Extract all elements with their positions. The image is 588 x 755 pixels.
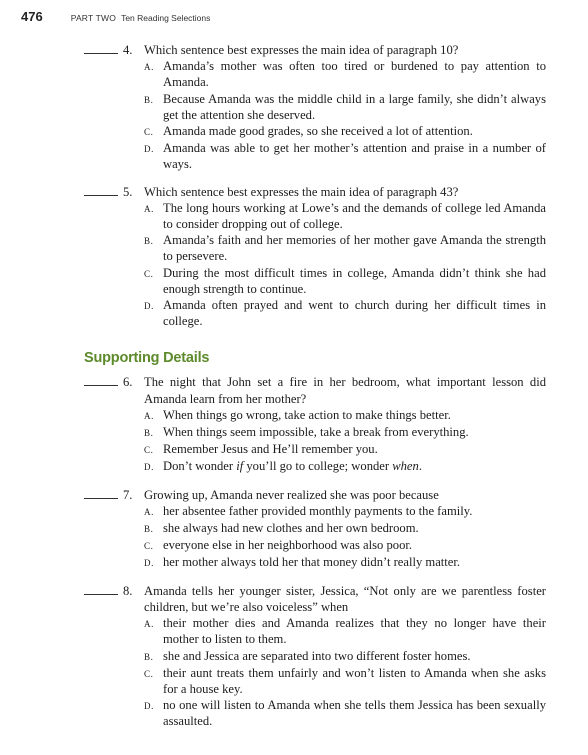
option-c [144,441,546,458]
option-c [144,665,546,697]
page-content [0,40,588,730]
question-text: The night that John set a fire in her bedroom, what important lesson did Amanda learn from her mother? [144,375,546,406]
question-number: 6. [123,375,133,390]
question-5 [0,184,588,330]
answer-blank[interactable] [84,195,118,196]
option-letter: A. [144,619,154,630]
option-letter: A. [144,410,154,421]
option-letter: D. [144,462,154,473]
option-letter: B. [144,428,154,439]
option-text: her mother always told her that money didn’t really matter. [163,555,461,570]
question-number: 7. [123,487,133,502]
option-list [144,503,546,572]
option-text: her absentee father provided monthly payments to the family. [163,503,473,518]
option-d [144,140,546,172]
option-text: Amanda made good grades, so she received a lot of attention. [163,124,473,139]
question-6 [0,374,588,475]
option-text: Because Amanda was the middle child in a large family, she didn’t always get the attention she deserved. [163,91,546,122]
option-text: When things go wrong, take action to make things better. [163,407,451,422]
option-list [144,615,546,729]
option-letter: A. [144,62,154,73]
option-b [144,91,546,123]
option-a [144,58,546,90]
option-list [144,58,546,172]
option-text: their mother dies and Amanda realizes that they no longer have their mother to listen to them. [163,616,546,647]
question-number: 5. [123,184,133,199]
option-text: she always had new clothes and her own bedroom. [163,521,419,536]
option-text: During the most difficult times in college, Amanda didn’t think she had enough strength to continue. [163,265,546,296]
question-stem [123,374,546,406]
part-label: PART TWO [70,13,117,23]
option-letter: A. [144,506,154,517]
question-number: 4. [123,43,133,57]
question-stem [123,487,546,503]
option-d [144,458,546,475]
option-text: When things seem impossible, take a break from everything. [163,425,469,440]
option-text: Amanda’s faith and her memories of her mother gave Amanda the strength to persevere. [163,233,546,264]
running-head [21,9,210,29]
option-a [144,503,546,520]
option-d [144,697,546,729]
option-a [144,615,546,647]
option-letter: C. [144,127,154,138]
option-c [144,123,546,140]
option-list [144,407,546,476]
answer-blank[interactable] [84,53,118,54]
option-letter: C. [144,668,154,679]
option-text: no one will listen to Amanda when she tells them Jessica has been sexually assaulted. [163,698,546,729]
option-d [144,297,546,329]
question-4 [0,42,588,173]
option-letter: B. [144,236,154,247]
answer-blank[interactable] [84,385,118,386]
option-a [144,407,546,424]
option-text-part: . [418,459,422,474]
option-letter: D. [144,301,154,312]
question-text: Which sentence best expresses the main idea of paragraph 10? [144,43,459,57]
option-text: The long hours working at Lowe’s and the demands of college led Amanda to consider dropping out of college. [163,200,546,232]
page-number: 476 [21,9,43,24]
option-text: Amanda often prayed and went to church during her difficult times in college. [163,298,546,329]
option-text: she and Jessica are separated into two different foster homes. [163,648,471,663]
question-stem [123,583,546,615]
question-text: Amanda tells her younger sister, Jessica, “Not only are we parentless foster children, but we’re also voiceless” when [144,583,546,614]
answer-blank[interactable] [84,594,118,595]
option-text: everyone else in her neighborhood was also poor. [163,538,413,553]
option-c [144,265,546,297]
option-b [144,232,546,264]
option-letter: D. [144,701,154,712]
option-a [144,200,546,232]
option-text: their aunt treats them unfairly and won’t listen to Amanda when she asks for a house key. [163,665,546,696]
option-list [144,200,546,330]
option-text: Remember Jesus and He’ll remember you. [163,442,378,457]
option-letter: B. [144,651,154,662]
option-letter: C. [144,541,154,552]
option-letter: C. [144,268,154,279]
option-letter: C. [144,445,154,456]
option-b [144,520,546,537]
option-letter: D. [144,144,154,155]
option-text-part: Don’t wonder [163,459,237,474]
option-letter: A. [144,203,154,214]
option-text: Amanda was able to get her mother’s attention and praise in a number of ways. [163,141,546,172]
answer-blank[interactable] [84,498,118,499]
option-text-emphasis: if [236,459,244,474]
option-letter: D. [144,558,154,569]
question-8 [0,583,588,730]
question-stem [123,42,546,58]
option-letter: B. [144,524,154,535]
question-text: Which sentence best expresses the main idea of paragraph 43? [144,184,459,199]
option-text: Amanda’s mother was often too tired or burdened to pay attention to Amanda. [163,59,546,90]
option-letter: B. [144,94,154,105]
question-text: Growing up, Amanda never realized she was poor because [144,487,439,502]
option-b [144,648,546,665]
question-7 [0,487,588,572]
option-b [144,424,546,441]
question-number: 8. [123,583,133,598]
option-text-emphasis: when [392,459,419,474]
option-text-part: you’ll go to college; wonder [243,459,393,474]
section-heading: Supporting Details [84,350,210,367]
question-stem [123,184,546,200]
option-c [144,537,546,554]
part-title: Ten Reading Selections [121,13,211,23]
option-d [144,554,546,571]
option-text [163,458,546,475]
